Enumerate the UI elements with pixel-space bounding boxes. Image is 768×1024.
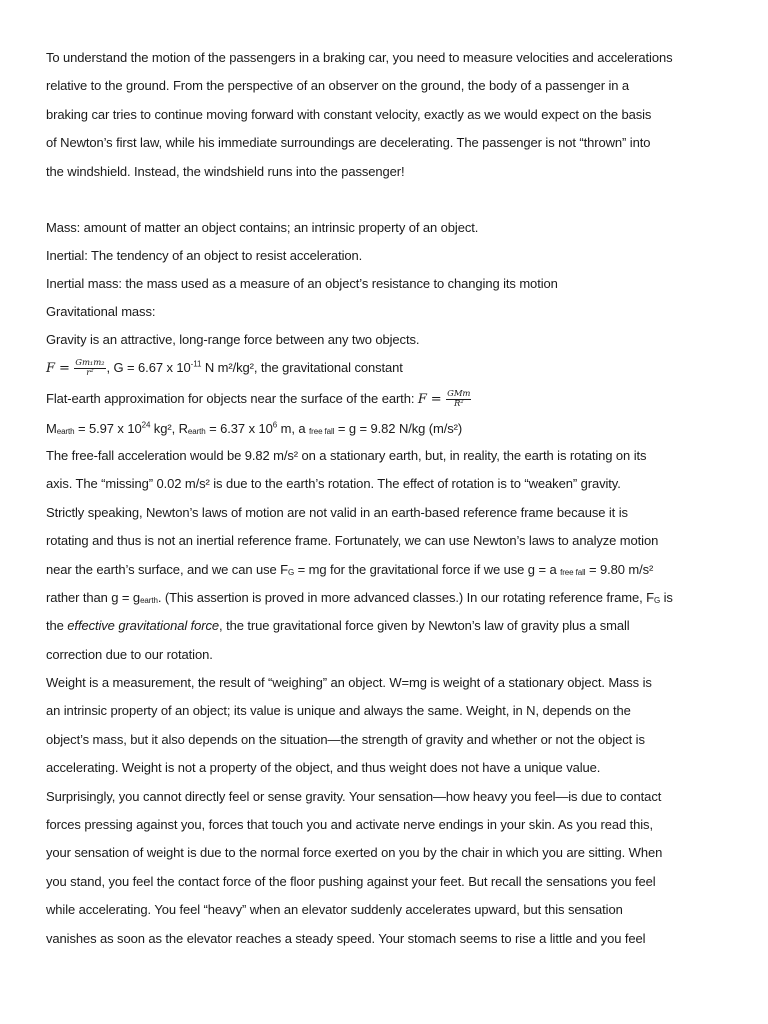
flat-earth-line	[46, 382, 736, 416]
gravitational-mass-definition: Gravitational mass:	[46, 303, 156, 319]
text-line: relative to the ground. From the perspective of an observer on the ground, the body of a passenger in a	[46, 78, 630, 94]
formula-text: , G = 6.67 x 10	[106, 359, 191, 375]
document-page	[46, 44, 736, 953]
text-line: forces pressing against you, forces that touch you and activate nerve endings in your skin. As you read this,	[46, 817, 653, 833]
text-line: an intrinsic property of an object; its value is unique and always the same. Weight, in N, depends on the	[46, 703, 631, 719]
flat-earth-lhs: F =	[417, 391, 442, 407]
text-line	[46, 556, 736, 584]
paragraph-gap	[46, 186, 736, 214]
intro-paragraph	[46, 44, 736, 186]
constant-text: kg², R	[150, 420, 188, 436]
text-line: the windshield. Instead, the windshield runs into the passenger!	[46, 163, 405, 179]
constant-subscript: earth	[187, 426, 206, 436]
text-subscript: G	[653, 595, 661, 605]
text-run: rather than g = g	[46, 589, 141, 605]
constant-text: = 5.97 x 10	[74, 420, 142, 436]
constant-exponent: 24	[141, 420, 151, 430]
constant-text: = g = 9.82 N/kg (m/s²)	[334, 420, 463, 436]
constant-text: = 6.37 x 10	[205, 420, 273, 436]
flat-earth-denominator: R²	[453, 399, 464, 410]
constant-subscript: free fall	[309, 426, 335, 436]
flat-earth-fraction	[446, 390, 471, 409]
constant-text: M	[46, 420, 57, 436]
text-run: , the true gravitational force given by Newton’s law of gravity plus a small	[219, 618, 630, 634]
formula-fraction	[74, 359, 105, 378]
formula-lhs: F =	[46, 360, 70, 376]
text-line: axis. The “missing” 0.02 m/s² is due to the earth’s rotation. The effect of rotation is to “weaken” gravity.	[46, 476, 621, 492]
constant-subscript: earth	[56, 426, 75, 436]
text-line: accelerating. Weight is not a property of the object, and thus weight does not have a unique value.	[46, 760, 601, 776]
earth-constants-line	[46, 416, 736, 442]
text-line	[46, 584, 736, 612]
text-line: object’s mass, but it also depends on the situation—the strength of gravity and whether or not the object is	[46, 731, 645, 747]
text-line	[46, 612, 736, 640]
inertial-definition: Inertial: The tendency of an object to resist acceleration.	[46, 247, 363, 263]
constant-exponent: 6	[272, 420, 278, 430]
text-run: near the earth’s surface, and we can use F	[46, 561, 288, 577]
text-line: Surprisingly, you cannot directly feel or sense gravity. Your sensation—how heavy you feel—is due to contact	[46, 788, 662, 804]
text-line: vanishes as soon as the elevator reaches a steady speed. Your stomach seems to rise a little and you feel	[46, 930, 646, 946]
text-line: Weight is a measurement, the result of “weighing” an object. W=mg is weight of a stationary object. Mass is	[46, 675, 652, 691]
text-subscript: free fall	[560, 567, 586, 577]
definitions-block	[46, 214, 736, 442]
text-run: = 9.80 m/s²	[585, 561, 654, 577]
emphasis-text: effective gravitational force	[67, 618, 220, 634]
constant-text: m, a	[277, 420, 310, 436]
text-run: is	[660, 589, 673, 605]
text-run: the	[46, 618, 68, 634]
formula-text: N m²/kg², the gravitational constant	[201, 359, 403, 375]
text-line: Strictly speaking, Newton’s laws of motion are not valid in an earth-based reference frame because it is	[46, 504, 628, 520]
text-subscript: G	[287, 567, 295, 577]
text-subscript: earth	[140, 595, 158, 605]
text-run: = mg for the gravitational force if we use g = a	[294, 561, 561, 577]
gravitation-formula	[46, 354, 736, 382]
inertial-mass-definition: Inertial mass: the mass used as a measure of an object’s resistance to changing its motion	[46, 275, 558, 291]
gravity-definition: Gravity is an attractive, long-range force between any two objects.	[46, 331, 420, 347]
text-line: of Newton’s first law, while his immediate surroundings are decelerating. The passenger is not “thrown” into	[46, 135, 651, 151]
text-line: you stand, you feel the contact force of the floor pushing against your feet. But recall the sensations you feel	[46, 873, 656, 889]
text-line: rotating and thus is not an inertial reference frame. Fortunately, we can use Newton’s laws to analyze motion	[46, 533, 659, 549]
text-line: braking car tries to continue moving forward with constant velocity, exactly as we would expect on the basis	[46, 106, 652, 122]
flat-earth-text: Flat-earth approximation for objects near the surface of the earth:	[46, 390, 418, 406]
text-line: correction due to our rotation.	[46, 646, 213, 662]
text-line: while accelerating. You feel “heavy” when an elevator suddenly accelerates upward, but this sensation	[46, 902, 623, 918]
flat-earth-numerator: GMm	[447, 389, 471, 400]
text-run: . (This assertion is proved in more advanced classes.) In our rotating reference frame, F	[157, 589, 654, 605]
text-line: your sensation of weight is due to the normal force exerted on you by the chair in which you are sitting. When	[46, 845, 663, 861]
text-line: The free-fall acceleration would be 9.82 m/s² on a stationary earth, but, in reality, the earth is rotating on its	[46, 447, 647, 463]
formula-exponent: -11	[190, 359, 202, 369]
weight-paragraph	[46, 669, 736, 953]
mass-definition: Mass: amount of matter an object contains; an intrinsic property of an object.	[46, 219, 479, 235]
formula-denominator: r²	[86, 368, 94, 379]
formula-numerator: Gm₁m₂	[75, 358, 105, 369]
rotation-paragraph	[46, 442, 736, 669]
text-line: To understand the motion of the passengers in a braking car, you need to measure velocities and accelerations	[46, 50, 673, 65]
